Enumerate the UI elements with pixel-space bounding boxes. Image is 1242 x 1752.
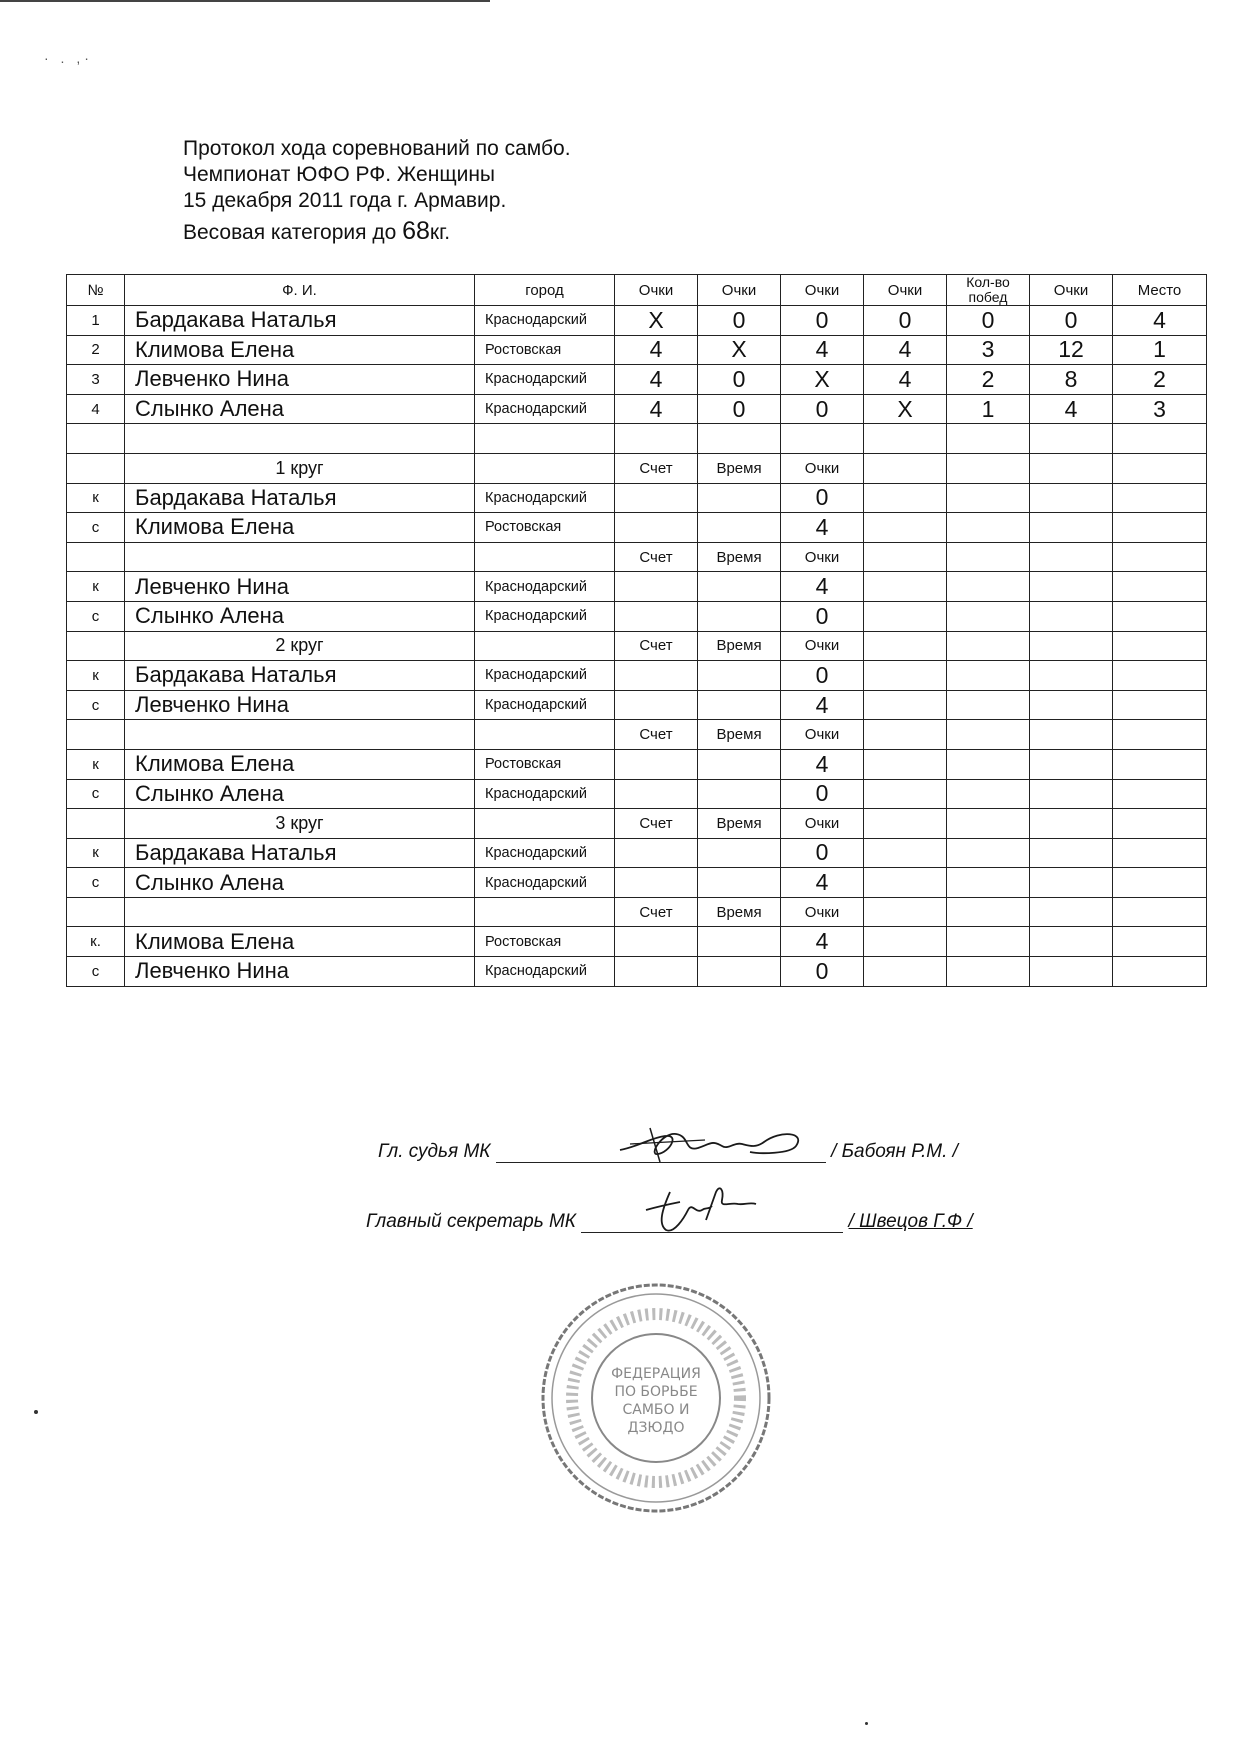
bout-score: [615, 957, 698, 987]
bout-score: [615, 749, 698, 779]
fighter-city: Краснодарский: [475, 838, 615, 868]
points-vs-4: 0: [864, 306, 947, 336]
empty-cell: [864, 542, 947, 572]
place: 3: [1113, 394, 1207, 424]
empty-cell: [947, 453, 1030, 483]
empty-cell: [67, 453, 125, 483]
total-points: 12: [1030, 335, 1113, 365]
wins-count: 0: [947, 306, 1030, 336]
empty-cell: [947, 779, 1030, 809]
bout-points: 0: [781, 483, 864, 513]
subheader-points: Очки: [781, 542, 864, 572]
empty-cell: [1113, 927, 1207, 957]
bout-fighter-row: [67, 513, 1207, 543]
place: 4: [1113, 306, 1207, 336]
empty-cell: [1113, 838, 1207, 868]
empty-cell: [1113, 424, 1207, 454]
subheader-time: Время: [698, 453, 781, 483]
bout-fighter-row: [67, 927, 1207, 957]
fighter-city: Краснодарский: [475, 572, 615, 602]
participant-name: Слынко Алена: [125, 394, 475, 424]
summary-row: [67, 365, 1207, 395]
fighter-side: к: [67, 483, 125, 513]
round-label: 3 круг: [125, 809, 475, 839]
points-vs-2: X: [698, 335, 781, 365]
participant-name: Бардакава Наталья: [125, 306, 475, 336]
bout-time: [698, 779, 781, 809]
empty-cell: [67, 542, 125, 572]
empty-cell: [947, 601, 1030, 631]
empty-cell: [1030, 601, 1113, 631]
points-vs-3: 0: [781, 306, 864, 336]
participant-city: Ростовская: [475, 335, 615, 365]
points-vs-2: 0: [698, 394, 781, 424]
bout-points: 0: [781, 601, 864, 631]
fighter-side: к.: [67, 927, 125, 957]
subheader-time: Время: [698, 809, 781, 839]
bout-time: [698, 749, 781, 779]
points-vs-1: 4: [615, 335, 698, 365]
participant-name: Левченко Нина: [125, 365, 475, 395]
empty-cell: [947, 927, 1030, 957]
summary-row: [67, 394, 1207, 424]
wins-count: 1: [947, 394, 1030, 424]
bout-fighter-row: [67, 572, 1207, 602]
empty-cell: [1113, 572, 1207, 602]
subheader-points: Очки: [781, 809, 864, 839]
participant-number: 2: [67, 335, 125, 365]
fighter-city: Краснодарский: [475, 957, 615, 987]
fighter-name: Бардакава Наталья: [125, 838, 475, 868]
total-points: 0: [1030, 306, 1113, 336]
empty-cell: [864, 661, 947, 691]
summary-row: [67, 335, 1207, 365]
points-vs-3: 4: [781, 335, 864, 365]
empty-cell: [864, 838, 947, 868]
secretary-name: / Швецов Г.Ф /: [848, 1211, 973, 1232]
fighter-city: Краснодарский: [475, 779, 615, 809]
bout-time: [698, 483, 781, 513]
bout-points: 4: [781, 572, 864, 602]
points-vs-2: 0: [698, 306, 781, 336]
bout-points: 4: [781, 690, 864, 720]
subheader-score: Счет: [615, 631, 698, 661]
empty-cell: [475, 542, 615, 572]
empty-cell: [1113, 690, 1207, 720]
empty-cell: [864, 601, 947, 631]
fighter-city: Краснодарский: [475, 690, 615, 720]
empty-cell: [864, 749, 947, 779]
fighter-name: Климова Елена: [125, 749, 475, 779]
empty-cell: [947, 690, 1030, 720]
empty-cell: [864, 927, 947, 957]
empty-cell: [1030, 661, 1113, 691]
header-points-2: Очки: [698, 275, 781, 306]
empty-cell: [947, 661, 1030, 691]
subheader-score: Счет: [615, 453, 698, 483]
bout-score: [615, 661, 698, 691]
empty-cell: [1113, 897, 1207, 927]
empty-cell: [67, 424, 125, 454]
bout-score: [615, 601, 698, 631]
subheader-score: Счет: [615, 809, 698, 839]
fighter-side: с: [67, 601, 125, 631]
points-vs-2: 0: [698, 365, 781, 395]
bout-time: [698, 957, 781, 987]
points-vs-3: 0: [781, 394, 864, 424]
fighter-side: с: [67, 690, 125, 720]
participant-number: 3: [67, 365, 125, 395]
official-stamp-seal: [536, 1278, 776, 1518]
fighter-name: Левченко Нина: [125, 957, 475, 987]
empty-cell: [1030, 483, 1113, 513]
subheader-score: Счет: [615, 720, 698, 750]
empty-cell: [67, 720, 125, 750]
empty-cell: [947, 513, 1030, 543]
scan-edge-line: [0, 0, 490, 2]
empty-cell: [1030, 513, 1113, 543]
summary-row: [67, 306, 1207, 336]
bout-time: [698, 513, 781, 543]
header-city: город: [475, 275, 615, 306]
empty-cell: [1113, 868, 1207, 898]
empty-cell: [1113, 483, 1207, 513]
fighter-name: Климова Елена: [125, 927, 475, 957]
empty-cell: [781, 424, 864, 454]
bout-score: [615, 779, 698, 809]
subheader-points: Очки: [781, 720, 864, 750]
empty-cell: [864, 809, 947, 839]
judge-label: Гл. судья МК: [378, 1141, 491, 1162]
bout-score: [615, 690, 698, 720]
points-vs-4: X: [864, 394, 947, 424]
subheader-points: Очки: [781, 897, 864, 927]
points-vs-1: X: [615, 306, 698, 336]
judge-name: / Бабоян Р.М. /: [831, 1141, 958, 1162]
bout-points: 0: [781, 661, 864, 691]
empty-cell: [864, 690, 947, 720]
place: 1: [1113, 335, 1207, 365]
bout-score: [615, 483, 698, 513]
fighter-name: Слынко Алена: [125, 868, 475, 898]
empty-cell: [1113, 513, 1207, 543]
fighter-name: Бардакава Наталья: [125, 483, 475, 513]
points-vs-1: 4: [615, 394, 698, 424]
fighter-city: Ростовская: [475, 513, 615, 543]
bout-fighter-row: [67, 690, 1207, 720]
bout-subheader-row: [67, 631, 1207, 661]
bout-time: [698, 838, 781, 868]
fighter-side: к: [67, 749, 125, 779]
empty-cell: [125, 424, 475, 454]
subheader-points: Очки: [781, 631, 864, 661]
empty-cell: [125, 542, 475, 572]
header-num: №: [67, 275, 125, 306]
bout-subheader-row: [67, 897, 1207, 927]
empty-cell: [947, 809, 1030, 839]
scan-speck: [34, 1410, 38, 1414]
header-weight-category: [183, 218, 571, 246]
header-points-4: Очки: [864, 275, 947, 306]
empty-cell: [1113, 661, 1207, 691]
empty-cell: [1030, 897, 1113, 927]
bout-fighter-row: [67, 749, 1207, 779]
empty-cell: [947, 838, 1030, 868]
bout-time: [698, 572, 781, 602]
empty-cell: [1113, 749, 1207, 779]
points-vs-1: 4: [615, 365, 698, 395]
wins-count: 3: [947, 335, 1030, 365]
empty-cell: [947, 542, 1030, 572]
scan-speck: [865, 1722, 868, 1725]
stamp-text-line: САМБО И: [622, 1402, 690, 1418]
fighter-city: Краснодарский: [475, 868, 615, 898]
empty-cell: [475, 424, 615, 454]
bout-time: [698, 690, 781, 720]
bout-fighter-row: [67, 957, 1207, 987]
empty-cell: [67, 809, 125, 839]
empty-cell: [864, 424, 947, 454]
header-name: Ф. И.: [125, 275, 475, 306]
header-place: Место: [1113, 275, 1207, 306]
judge-handwritten-signature: [610, 1118, 810, 1168]
fighter-side: к: [67, 661, 125, 691]
wins-count: 2: [947, 365, 1030, 395]
empty-cell: [1113, 779, 1207, 809]
empty-cell: [475, 809, 615, 839]
fighter-side: к: [67, 838, 125, 868]
round-label: 2 круг: [125, 631, 475, 661]
points-vs-3: X: [781, 365, 864, 395]
bout-fighter-row: [67, 601, 1207, 631]
empty-cell: [947, 720, 1030, 750]
subheader-time: Время: [698, 631, 781, 661]
bout-score: [615, 868, 698, 898]
protocol-table-body: [67, 275, 1207, 987]
bout-time: [698, 601, 781, 631]
bout-subheader-row: [67, 542, 1207, 572]
fighter-name: Бардакава Наталья: [125, 661, 475, 691]
header-points-1: Очки: [615, 275, 698, 306]
participant-city: Краснодарский: [475, 394, 615, 424]
empty-cell: [864, 957, 947, 987]
empty-cell: [864, 779, 947, 809]
fighter-name: Слынко Алена: [125, 601, 475, 631]
bout-points: 0: [781, 779, 864, 809]
stamp-text-line: ДЗЮДО: [627, 1420, 685, 1436]
weight-unit: кг.: [429, 221, 451, 244]
empty-cell: [1030, 690, 1113, 720]
empty-cell: [864, 631, 947, 661]
empty-cell: [125, 897, 475, 927]
points-vs-4: 4: [864, 365, 947, 395]
bout-subheader-row: [67, 453, 1207, 483]
empty-cell: [1030, 424, 1113, 454]
fighter-side: с: [67, 513, 125, 543]
bout-points: 0: [781, 838, 864, 868]
fighter-name: Левченко Нина: [125, 690, 475, 720]
empty-cell: [615, 424, 698, 454]
empty-cell: [1030, 868, 1113, 898]
empty-cell: [864, 868, 947, 898]
empty-cell: [947, 572, 1030, 602]
subheader-time: Время: [698, 897, 781, 927]
empty-cell: [67, 631, 125, 661]
empty-cell: [864, 720, 947, 750]
participant-number: 4: [67, 394, 125, 424]
bout-score: [615, 572, 698, 602]
empty-cell: [1030, 838, 1113, 868]
bout-time: [698, 927, 781, 957]
scan-specks: · . ,·: [44, 50, 93, 66]
empty-cell: [1113, 720, 1207, 750]
participant-city: Краснодарский: [475, 306, 615, 336]
bout-points: 0: [781, 957, 864, 987]
bout-fighter-row: [67, 661, 1207, 691]
empty-cell: [698, 424, 781, 454]
empty-cell: [864, 572, 947, 602]
empty-cell: [1030, 749, 1113, 779]
empty-cell: [1113, 809, 1207, 839]
participant-number: 1: [67, 306, 125, 336]
fighter-name: Климова Елена: [125, 513, 475, 543]
empty-cell: [475, 897, 615, 927]
place: 2: [1113, 365, 1207, 395]
total-points: 4: [1030, 394, 1113, 424]
empty-cell: [67, 897, 125, 927]
bout-points: 4: [781, 868, 864, 898]
bout-points: 4: [781, 749, 864, 779]
stamp-text-line: ФЕДЕРАЦИЯ: [611, 1366, 701, 1382]
empty-cell: [1113, 957, 1207, 987]
fighter-city: Ростовская: [475, 749, 615, 779]
protocol-table: [66, 274, 1207, 987]
empty-cell: [475, 453, 615, 483]
participant-name: Климова Елена: [125, 335, 475, 365]
empty-cell: [475, 720, 615, 750]
empty-cell: [864, 453, 947, 483]
empty-cell: [1113, 601, 1207, 631]
stamp-text-line: ПО БОРЬБЕ: [614, 1384, 698, 1400]
bout-subheader-row: [67, 809, 1207, 839]
points-vs-4: 4: [864, 335, 947, 365]
bout-time: [698, 868, 781, 898]
empty-cell: [1030, 927, 1113, 957]
empty-cell: [947, 631, 1030, 661]
fighter-city: Краснодарский: [475, 661, 615, 691]
fighter-city: Ростовская: [475, 927, 615, 957]
empty-cell: [1113, 631, 1207, 661]
empty-cell: [1030, 542, 1113, 572]
empty-cell: [1113, 542, 1207, 572]
table-header-row: [67, 275, 1207, 306]
bout-score: [615, 513, 698, 543]
fighter-side: к: [67, 572, 125, 602]
document-header: [183, 136, 571, 246]
empty-cell: [1030, 957, 1113, 987]
fighter-city: Краснодарский: [475, 483, 615, 513]
bout-points: 4: [781, 513, 864, 543]
subheader-time: Время: [698, 542, 781, 572]
empty-cell: [947, 868, 1030, 898]
secretary-label: Главный секретарь МК: [366, 1211, 576, 1232]
empty-cell: [947, 424, 1030, 454]
bout-points: 4: [781, 927, 864, 957]
header-wins: Кол-во побед: [947, 275, 1030, 306]
subheader-time: Время: [698, 720, 781, 750]
empty-cell: [1113, 453, 1207, 483]
empty-cell: [947, 957, 1030, 987]
weight-value: 68: [402, 217, 430, 245]
bout-subheader-row: [67, 720, 1207, 750]
empty-cell: [475, 631, 615, 661]
empty-cell: [1030, 453, 1113, 483]
weight-prefix: Весовая категория до: [183, 221, 403, 244]
blank-row: [67, 424, 1207, 454]
header-title: Протокол хода соревнований по самбо.: [183, 137, 571, 160]
header-championship: Чемпионат ЮФО РФ. Женщины: [183, 163, 496, 186]
secretary-handwritten-signature: [640, 1180, 760, 1240]
bout-score: [615, 838, 698, 868]
total-points: 8: [1030, 365, 1113, 395]
fighter-side: с: [67, 779, 125, 809]
empty-cell: [947, 483, 1030, 513]
bout-fighter-row: [67, 838, 1207, 868]
participant-city: Краснодарский: [475, 365, 615, 395]
bout-fighter-row: [67, 779, 1207, 809]
round-label: 1 круг: [125, 453, 475, 483]
header-date-place: 15 декабря 2011 года г. Армавир.: [183, 189, 507, 212]
empty-cell: [947, 897, 1030, 927]
empty-cell: [864, 483, 947, 513]
fighter-side: с: [67, 868, 125, 898]
bout-time: [698, 661, 781, 691]
fighter-name: Левченко Нина: [125, 572, 475, 602]
subheader-score: Счет: [615, 542, 698, 572]
empty-cell: [1030, 779, 1113, 809]
empty-cell: [864, 513, 947, 543]
empty-cell: [947, 749, 1030, 779]
empty-cell: [1030, 572, 1113, 602]
fighter-name: Слынко Алена: [125, 779, 475, 809]
empty-cell: [1030, 809, 1113, 839]
fighter-side: с: [67, 957, 125, 987]
subheader-score: Счет: [615, 897, 698, 927]
empty-cell: [1030, 720, 1113, 750]
header-total-points: Очки: [1030, 275, 1113, 306]
empty-cell: [1030, 631, 1113, 661]
bout-fighter-row: [67, 868, 1207, 898]
fighter-city: Краснодарский: [475, 601, 615, 631]
header-points-3: Очки: [781, 275, 864, 306]
bout-score: [615, 927, 698, 957]
empty-cell: [125, 720, 475, 750]
empty-cell: [864, 897, 947, 927]
subheader-points: Очки: [781, 453, 864, 483]
bout-fighter-row: [67, 483, 1207, 513]
